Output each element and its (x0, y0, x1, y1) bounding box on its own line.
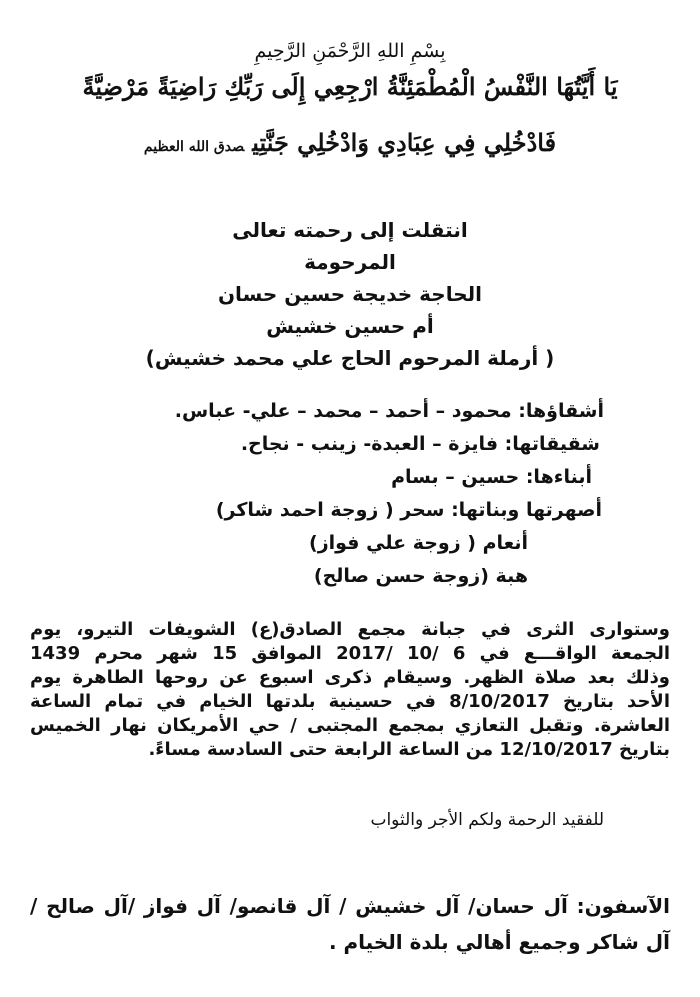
details-line-4: الأحد بتاريخ 8/10/2017 في حسينية بلدتها الخيام في تمام الساعة (30, 691, 670, 712)
quran-verse-line-1: يَا أَيَّتُهَا النَّفْسُ الْمُطْمَئِنَّةُ ارْجِعِي إِلَى رَبِّكِ رَاضِيَةً مَرْضِيَّةً (82, 72, 618, 101)
brothers-line: أشقاؤها: محمود – أحمد – محمد – علي- عباس. (174, 400, 604, 422)
details-line-5: العاشرة. وتقبل التعازي بمجمع المجتبى / حي الأمريكان نهار الخميس (30, 715, 670, 736)
details-line-6: بتاريخ 12/10/2017 من الساعة الرابعة حتى السادسة مساءً. (148, 739, 670, 760)
daughter-2-line: هبة (زوجة حسن صالح) (313, 565, 528, 587)
announcement-line-2: المرحومة (304, 250, 396, 274)
basmala: بِسْمِ اللهِ الرَّحْمَنِ الرَّحِيمِ (254, 40, 446, 62)
sons-line: أبناءها: حسين – بسام (391, 466, 592, 488)
widow-of: ( أرملة المرحوم الحاج علي محمد خشيش) (145, 346, 555, 370)
announcement-line-1: انتقلت إلى رحمته تعالى (232, 218, 468, 242)
sisters-line: شقيقاتها: فايزة – العبدة- زينب - نجاح. (240, 433, 600, 455)
in-laws-daughters-line: أصهرتها وبناتها: سحر ( زوجة احمد شاكر) (215, 499, 602, 521)
details-line-2: الجمعة الواقـــع في 6 /10 /2017 الموافق 15 شهر محرم 1439 (30, 643, 671, 664)
funeral-details-paragraph (30, 618, 670, 762)
mourners-list: الآسفون: آل حسان/ آل خشيش / آل قانصو/ آل فواز /آل صالح / آل شاكر وجميع أهالي بلدة الخيام . (30, 894, 670, 954)
quran-verse-line-2-text: فَادْخُلِي فِي عِبَادِي وَادْخُلِي جَنَّتِي (252, 128, 557, 157)
daughter-1-line: أنعام ( زوجة علي فواز) (309, 532, 528, 554)
quran-verse-line-2 (0, 128, 700, 157)
details-line-3: وذلك بعد صلاة الظهر. وسيقام ذكرى اسبوع عن روحها الطاهرة يوم (30, 667, 670, 688)
sadaqa-allah-text: صدق الله العظيم (143, 139, 245, 155)
condolence-closing: للفقيد الرحمة ولكم الأجر والثواب (370, 810, 604, 830)
deceased-name: الحاجة خديجة حسين حسان (217, 282, 482, 306)
details-line-1: وستوارى الثرى في جبانة مجمع الصادق(ع) الشويفات التيرو، يوم (30, 619, 670, 640)
deceased-kunya: أم حسين خشيش (266, 314, 434, 338)
